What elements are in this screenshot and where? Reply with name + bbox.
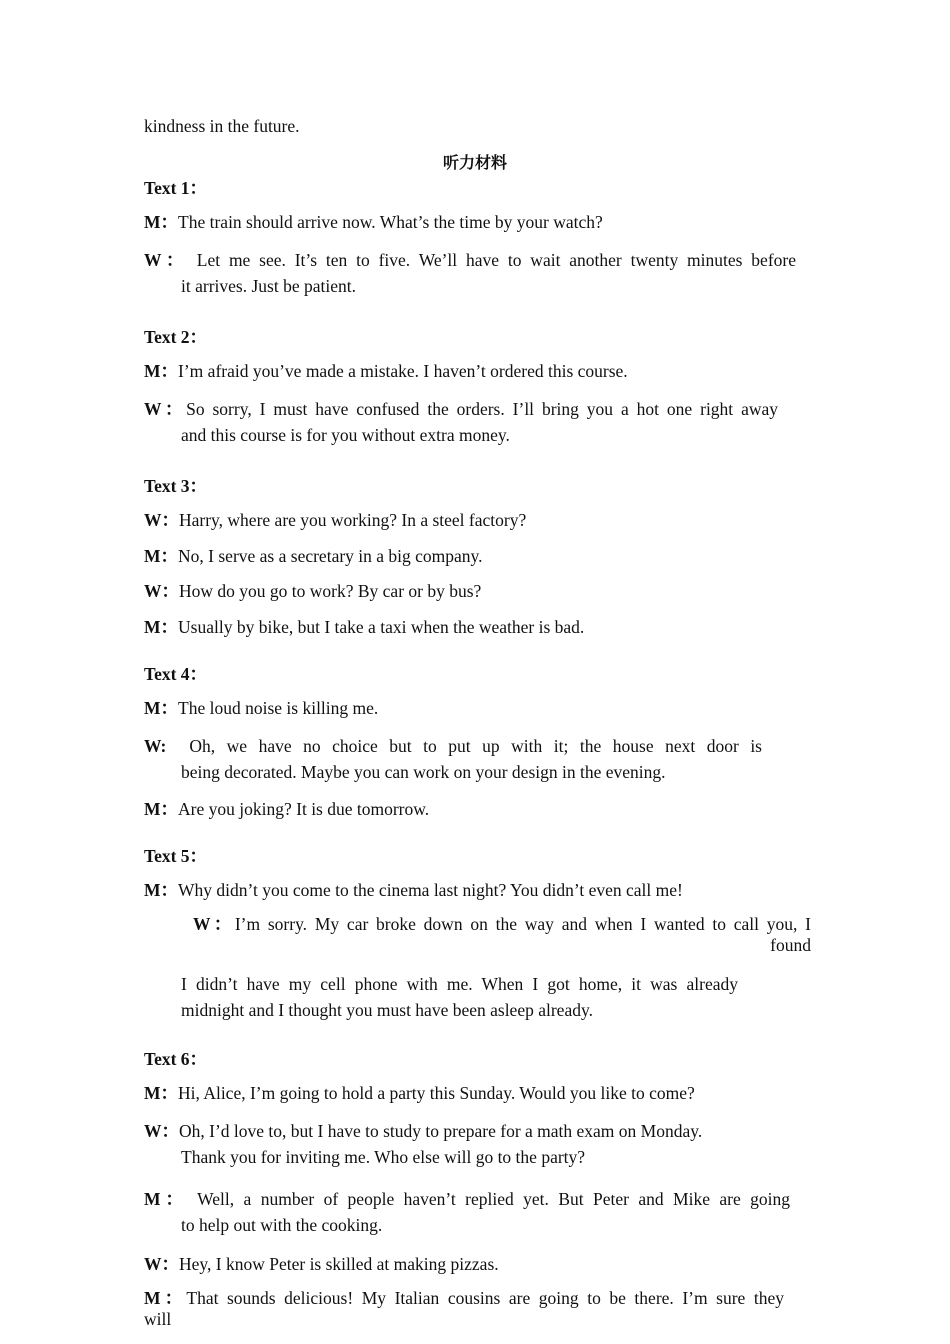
intro-tail-text: kindness in the future. — [144, 116, 300, 136]
speaker-label: W： — [144, 250, 188, 270]
dialogue-line — [144, 1186, 790, 1238]
speaker-label: M： — [144, 880, 179, 900]
dialogue-text: Let me see. It’s ten to five. We’ll have to wait another twenty minutes before — [196, 250, 796, 270]
text-1-heading: Text 1： — [144, 178, 208, 198]
dialogue-text-continued: will — [144, 1309, 172, 1329]
speaker-label: M： — [144, 546, 179, 566]
speaker-label: W： — [144, 1121, 179, 1141]
dialogue-text-continued: being decorated. Maybe you can work on your design in the evening. — [181, 762, 666, 782]
text-3-heading: Text 3： — [144, 476, 208, 496]
dialogue-line — [144, 614, 796, 640]
dialogue-text: The loud noise is killing me. — [178, 698, 379, 718]
speaker-label: M： — [144, 1189, 189, 1209]
dialogue-line — [144, 796, 796, 822]
dialogue-text: Oh, I’d love to, but I have to study to prepare for a math exam on Monday. — [179, 1121, 703, 1141]
dialogue-line — [144, 877, 796, 903]
dialogue-text: Are you joking? It is due tomorrow. — [178, 799, 430, 819]
speaker-label: M： — [144, 1288, 187, 1308]
speaker-label: M： — [144, 698, 179, 718]
dialogue-text: Harry, where are you working? In a steel factory? — [179, 510, 527, 530]
dialogue-line — [144, 733, 762, 785]
speaker-label: W： — [193, 914, 235, 934]
dialogue-line — [144, 396, 778, 448]
dialogue-text: So sorry, I must have confused the orders. I’ll bring you a hot one right away — [186, 399, 779, 419]
dialogue-line — [144, 1080, 796, 1106]
dialogue-line — [144, 1288, 784, 1330]
dialogue-text: Hey, I know Peter is skilled at making pizzas. — [179, 1254, 499, 1274]
section-title: 听力材料 — [442, 153, 507, 172]
dialogue-text: Well, a number of people haven’t replied yet. But Peter and Mike are going — [197, 1189, 790, 1209]
dialogue-text-wrapped-word: found — [770, 935, 811, 955]
dialogue-text: That sounds delicious! My Italian cousins are going to be there. I’m sure they — [186, 1288, 784, 1308]
dialogue-line — [144, 543, 796, 569]
dialogue-text-continued: Thank you for inviting me. Who else will go to the party? — [181, 1147, 586, 1167]
speaker-label: W: — [144, 736, 167, 756]
dialogue-line — [144, 578, 796, 604]
dialogue-text-continued — [181, 971, 738, 1023]
dialogue-text: Oh, we have no choice but to put up with it; the house next door is — [189, 736, 762, 756]
dialogue-text-continued: to help out with the cooking. — [181, 1215, 383, 1235]
speaker-label: W： — [144, 1254, 179, 1274]
speaker-label: W： — [144, 510, 179, 530]
dialogue-line — [144, 1251, 796, 1277]
dialogue-text-continued: and this course is for you without extra money. — [181, 425, 510, 445]
dialogue-text: No, I serve as a secretary in a big company. — [178, 546, 483, 566]
dialogue-text: Hi, Alice, I’m going to hold a party this Sunday. Would you like to come? — [178, 1083, 695, 1103]
dialogue-line — [144, 247, 796, 299]
speaker-label: M： — [144, 1083, 179, 1103]
text-6-heading: Text 6： — [144, 1049, 208, 1069]
dialogue-text: Usually by bike, but I take a taxi when the weather is bad. — [178, 617, 585, 637]
dialogue-line — [144, 1118, 796, 1170]
dialogue-line — [144, 209, 796, 235]
dialogue-line — [144, 507, 796, 533]
speaker-label: M： — [144, 617, 179, 637]
dialogue-text-continued-line: midnight and I thought you must have been asleep already. — [181, 1000, 593, 1020]
dialogue-text: The train should arrive now. What’s the time by your watch? — [178, 212, 603, 232]
speaker-label: W： — [144, 581, 179, 601]
dialogue-line — [144, 358, 796, 384]
dialogue-line — [144, 695, 796, 721]
speaker-label: M： — [144, 361, 179, 381]
dialogue-text: Why didn’t you come to the cinema last night? You didn’t even call me! — [178, 880, 683, 900]
dialogue-text: I’m afraid you’ve made a mistake. I haven’t ordered this course. — [178, 361, 628, 381]
speaker-label: M： — [144, 212, 179, 232]
speaker-label: W： — [144, 399, 187, 419]
text-4-heading: Text 4： — [144, 664, 208, 684]
dialogue-text-continued-line: I didn’t have my cell phone with me. When I got home, it was already — [181, 974, 738, 994]
dialogue-text-continued: it arrives. Just be patient. — [181, 276, 356, 296]
text-2-heading: Text 2： — [144, 327, 208, 347]
dialogue-line — [193, 913, 811, 935]
dialogue-text: I’m sorry. My car broke down on the way and when I wanted to call you, I — [234, 914, 811, 934]
text-5-heading: Text 5： — [144, 846, 208, 866]
dialogue-text: How do you go to work? By car or by bus? — [179, 581, 482, 601]
speaker-label: M： — [144, 799, 179, 819]
